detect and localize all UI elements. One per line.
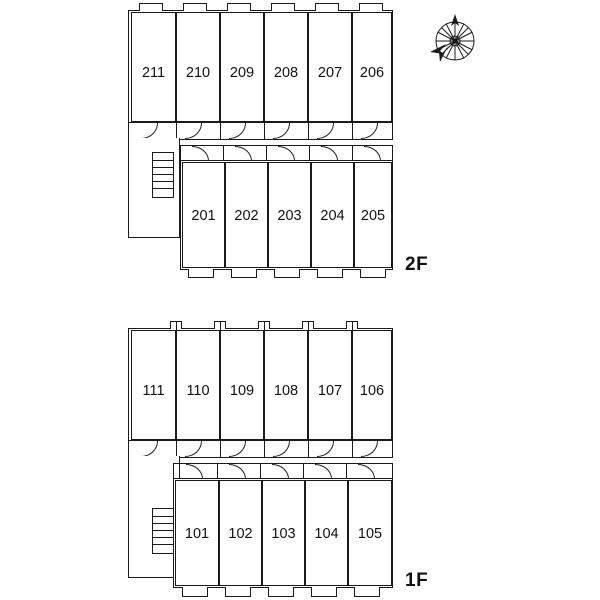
balcony-stub xyxy=(183,3,207,11)
room-label: 201 xyxy=(191,208,216,224)
room-label: 206 xyxy=(359,65,385,81)
room-unit[interactable] xyxy=(131,330,176,440)
balcony-stub xyxy=(359,3,383,11)
north-arrow-icon xyxy=(424,10,486,72)
room-unit[interactable] xyxy=(182,162,225,268)
partition-tick xyxy=(308,122,309,140)
room-unit[interactable] xyxy=(305,480,348,586)
door-swing-icon xyxy=(229,464,246,479)
door-swing-icon xyxy=(278,146,295,161)
room-unit[interactable] xyxy=(352,330,392,440)
room-label: 203 xyxy=(277,208,302,224)
room-label: 105 xyxy=(357,526,383,542)
door-swing-icon xyxy=(358,464,375,479)
room-unit[interactable] xyxy=(175,480,219,586)
wall-segment xyxy=(180,145,393,146)
balcony-stub xyxy=(315,3,339,11)
balcony-stub xyxy=(268,587,294,597)
room-unit[interactable] xyxy=(220,12,264,122)
balcony-stub xyxy=(311,587,337,597)
balcony-stub xyxy=(354,587,380,597)
room-unit[interactable] xyxy=(131,12,176,122)
partition-tick xyxy=(352,440,353,458)
partition-tick xyxy=(308,440,309,458)
balcony-stub xyxy=(231,269,257,278)
partition-tick xyxy=(266,145,267,161)
room-unit[interactable] xyxy=(262,480,305,586)
door-swing-icon xyxy=(235,146,252,161)
partition-tick xyxy=(392,463,393,479)
partition-tick xyxy=(223,145,224,161)
room-unit[interactable] xyxy=(348,480,392,586)
room-label: 208 xyxy=(273,65,299,81)
stairs-2f xyxy=(152,152,174,198)
room-label: 205 xyxy=(360,208,386,224)
room-unit[interactable] xyxy=(354,162,392,268)
partition-tick xyxy=(217,463,218,479)
room-label: 101 xyxy=(184,526,210,542)
floor-label-1f: 1F xyxy=(405,570,429,591)
room-unit[interactable] xyxy=(308,12,352,122)
partition-tick xyxy=(309,145,310,161)
balcony-stub xyxy=(225,587,251,597)
balcony-stub xyxy=(274,269,300,278)
room-unit[interactable] xyxy=(268,162,311,268)
room-label: 109 xyxy=(229,383,255,399)
partition-tick xyxy=(303,463,304,479)
partition-tick xyxy=(264,122,265,140)
room-label: 111 xyxy=(142,383,165,399)
room-label: 106 xyxy=(359,383,385,399)
room-label: 102 xyxy=(228,526,253,542)
room-label: 209 xyxy=(229,65,255,81)
room-unit[interactable] xyxy=(264,330,308,440)
partition-tick xyxy=(352,122,353,140)
room-label: 202 xyxy=(234,208,259,224)
room-unit[interactable] xyxy=(311,162,354,268)
partition-tick xyxy=(220,122,221,140)
balcony-stub xyxy=(360,269,386,278)
room-label: 108 xyxy=(273,383,299,399)
floor-label-2f: 2F xyxy=(405,254,429,275)
door-swing-icon xyxy=(321,146,338,161)
room-unit[interactable] xyxy=(176,330,220,440)
room-label: 110 xyxy=(186,383,210,399)
room-unit[interactable] xyxy=(225,162,268,268)
partition-tick xyxy=(180,145,181,161)
door-swing-icon xyxy=(315,464,332,479)
room-unit[interactable] xyxy=(352,12,392,122)
room-unit[interactable] xyxy=(220,330,264,440)
room-label: 103 xyxy=(271,526,296,542)
partition-tick xyxy=(346,463,347,479)
balcony-stub xyxy=(188,269,214,278)
balcony-stub xyxy=(139,3,163,11)
door-swing-icon xyxy=(272,464,289,479)
balcony-stub xyxy=(182,587,208,597)
room-unit[interactable] xyxy=(219,480,262,586)
room-unit[interactable] xyxy=(176,12,220,122)
room-label: 204 xyxy=(320,208,345,224)
room-label: 210 xyxy=(185,65,211,81)
partition-tick xyxy=(352,145,353,161)
room-label: 211 xyxy=(141,65,166,81)
wall-segment xyxy=(173,463,393,464)
balcony-stub xyxy=(317,269,343,278)
balcony-stub xyxy=(271,3,295,11)
door-swing-icon xyxy=(364,146,381,161)
room-label: 207 xyxy=(317,65,343,81)
stairs-1f xyxy=(152,508,174,554)
balcony-stub xyxy=(227,3,251,11)
door-swing-icon xyxy=(192,146,209,161)
partition-tick xyxy=(264,440,265,458)
partition-tick xyxy=(392,145,393,161)
partition-tick xyxy=(173,463,174,479)
room-label: 104 xyxy=(314,526,339,542)
room-unit[interactable] xyxy=(308,330,352,440)
partition-tick xyxy=(220,440,221,458)
partition-tick xyxy=(260,463,261,479)
room-label: 107 xyxy=(317,383,343,399)
room-unit[interactable] xyxy=(264,12,308,122)
door-swing-icon xyxy=(186,464,203,479)
